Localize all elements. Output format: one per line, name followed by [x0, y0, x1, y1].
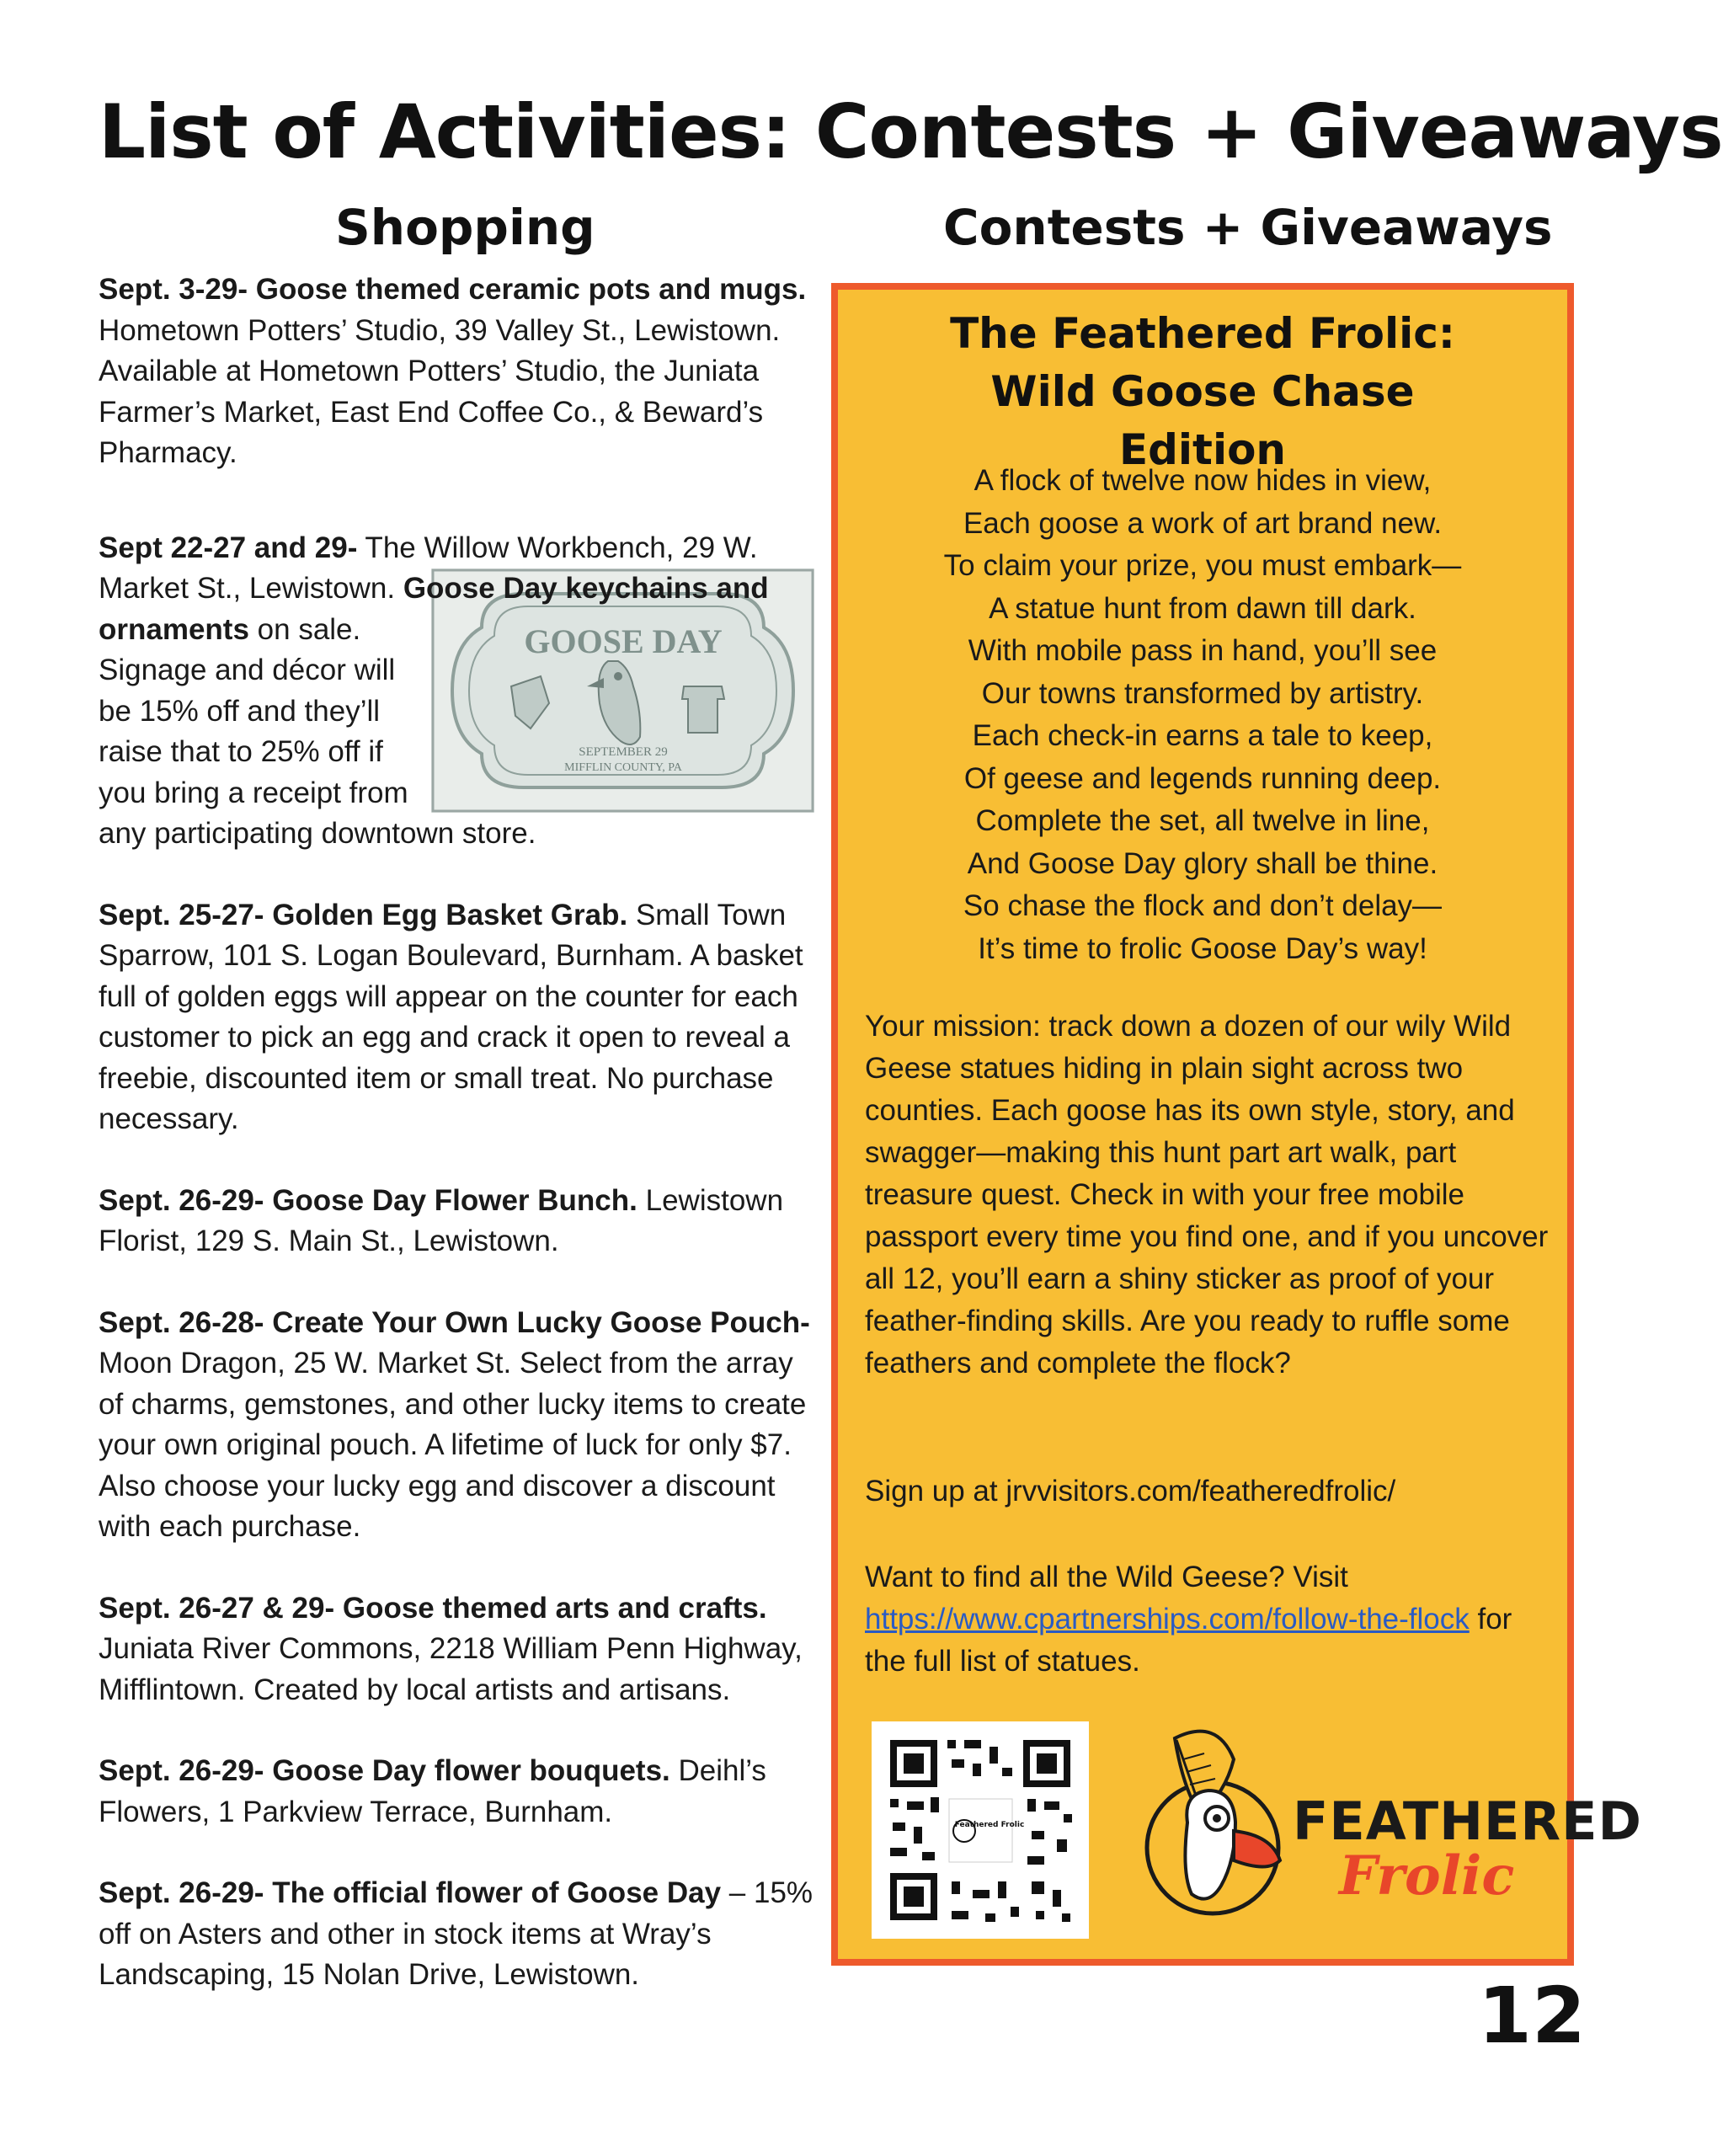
item-title: Sept. 26-28- Create Your Own Lucky Goose Pouch-	[99, 1305, 810, 1339]
shopping-item	[99, 1751, 814, 1833]
item-body: Lewistown Florist, 129 S. Main St., Lewistown.	[99, 1183, 784, 1257]
item-title: Sept. 26-29- Goose Day Flower Bunch.	[99, 1183, 637, 1217]
poem	[838, 460, 1567, 970]
item-title: Sept 22-27 and 29-	[99, 531, 358, 564]
item-title: Sept. 26-29- Goose Day flower bouquets.	[99, 1754, 670, 1787]
poem-line: It’s time to frolic Goose Day’s way!	[978, 931, 1427, 965]
item-title: Sept. 26-27 & 29- Goose themed arts and crafts.	[99, 1591, 767, 1625]
item-title: Sept. 25-27- Golden Egg Basket Grab.	[99, 898, 628, 931]
visit-paragraph	[865, 1556, 1551, 1683]
qr-center-label: Feathered Frolic	[954, 1821, 1025, 1829]
poem-line: A flock of twelve now hides in view,	[974, 464, 1432, 497]
feathered-frolic-logo	[1124, 1713, 1642, 1949]
signup-text	[865, 1470, 1551, 1513]
mission-paragraph: Your mission: track down a dozen of our wily Wild Geese statues hiding in plain sight across two counties. Each goose has its own style, story, and swagger—making this hunt part art walk, part treasure quest. Check in with your free mobile passport every time you find one, and if you uncover all 12, you’ll earn a shiny sticker as proof of your feather-finding skills. Are you ready to ruffle some feathers and complete the flock?	[865, 1010, 1549, 1380]
poem-line: Of geese and legends running deep.	[963, 761, 1442, 795]
item-title: Goose Day keychains and ornaments	[99, 572, 769, 646]
poem-line: Our towns transformed by artistry.	[981, 676, 1424, 710]
box-title: The Feathered Frolic: Wild Goose Chase Edition	[950, 309, 1455, 474]
item-body: Moon Dragon, 25 W. Market St. Select from the array of charms, gemstones, and other lucky items to create your own original pouch. A lifetime of luck for only $7. Also choose your lucky egg and discover a discount with each purchase.	[99, 1347, 807, 1543]
shopping-list	[99, 270, 814, 2036]
poem-line: And Goose Day glory shall be thine.	[967, 846, 1438, 880]
page-title: List of Activities: Contests + Giveaways	[99, 88, 1723, 175]
shopping-item	[99, 528, 814, 855]
poem-line: So chase the flock and don’t delay—	[963, 889, 1443, 922]
mission-text	[865, 1006, 1551, 1385]
poem-line: A statue hunt from dawn till dark.	[989, 591, 1416, 625]
item-body: Deihl’s Flowers, 1 Parkview Terrace, Burnham.	[99, 1754, 766, 1828]
poem-line: Each check-in earns a tale to keep,	[972, 719, 1433, 752]
goose-day-sign-image	[431, 568, 814, 813]
visit-suffix: for the full list of statues.	[865, 1603, 1512, 1678]
shopping-item	[99, 1588, 814, 1711]
signup-paragraph: Sign up at jrvvisitors.com/featheredfrolic/	[865, 1475, 1396, 1508]
poem-line: To claim your prize, you must embark—	[943, 549, 1462, 582]
item-body: Small Town Sparrow, 101 S. Logan Boulevard, Burnham. A basket full of golden eggs will appear on the counter for each customer to pick an egg and crack it open to reveal a freebie, discounted item or small treat. No purchase necessary.	[99, 898, 803, 1135]
visit-text	[865, 1556, 1551, 1683]
logo-word-frolic: Frolic	[1339, 1844, 1515, 1908]
shopping-item	[99, 1873, 814, 1996]
page-number: 12	[1478, 1971, 1587, 2061]
shopping-item	[99, 1303, 814, 1548]
shopping-item	[99, 270, 814, 474]
visit-prefix: Want to find all the Wild Geese? Visit	[865, 1561, 1348, 1593]
item-title: Sept. 3-29- Goose themed ceramic pots and mugs.	[99, 273, 807, 306]
poem-line: With mobile pass in hand, you’ll see	[968, 634, 1438, 667]
item-body: on sale. Signage and décor will be 15% off and they’ll raise that to 25% off if you bring a receipt from any participating downtown store.	[99, 612, 536, 850]
sign-location: MIFFLIN COUNTY, PA	[564, 761, 682, 774]
follow-the-flock-link[interactable]: https://www.cpartnerships.com/follow-the-flock	[865, 1603, 1470, 1636]
qr-code[interactable]	[872, 1721, 1089, 1939]
shopping-item	[99, 895, 814, 1140]
shopping-item	[99, 1181, 814, 1262]
shopping-heading: Shopping	[335, 199, 595, 256]
contests-heading: Contests + Giveaways	[943, 199, 1553, 256]
logo-word-feathered: FEATHERED	[1293, 1790, 1642, 1852]
poem-line: Complete the set, all twelve in line,	[975, 804, 1430, 837]
feathered-frolic-box	[831, 283, 1642, 1966]
poem-line: Each goose a work of art brand new.	[963, 506, 1443, 540]
item-body: Hometown Potters’ Studio, 39 Valley St., Lewistown. Available at Hometown Potters’ Studio, the Juniata Farmer’s Market, East End Coffee Co., & Beward’s Pharmacy.	[99, 313, 781, 469]
item-body: Juniata River Commons, 2218 William Penn Highway, Mifflintown. Created by local artists and artisans.	[99, 1632, 803, 1706]
sign-title: GOOSE DAY	[524, 622, 723, 660]
item-body: The Willow Workbench, 29 W. Market St., Lewistown.	[99, 531, 758, 605]
sign-date: SEPTEMBER 29	[579, 745, 668, 759]
item-body: – 15% off on Asters and other in stock items at Wray’s Landscaping, 15 Nolan Drive, Lewistown.	[99, 1876, 813, 1991]
item-title: Sept. 26-29- The official flower of Goose Day	[99, 1876, 722, 1909]
